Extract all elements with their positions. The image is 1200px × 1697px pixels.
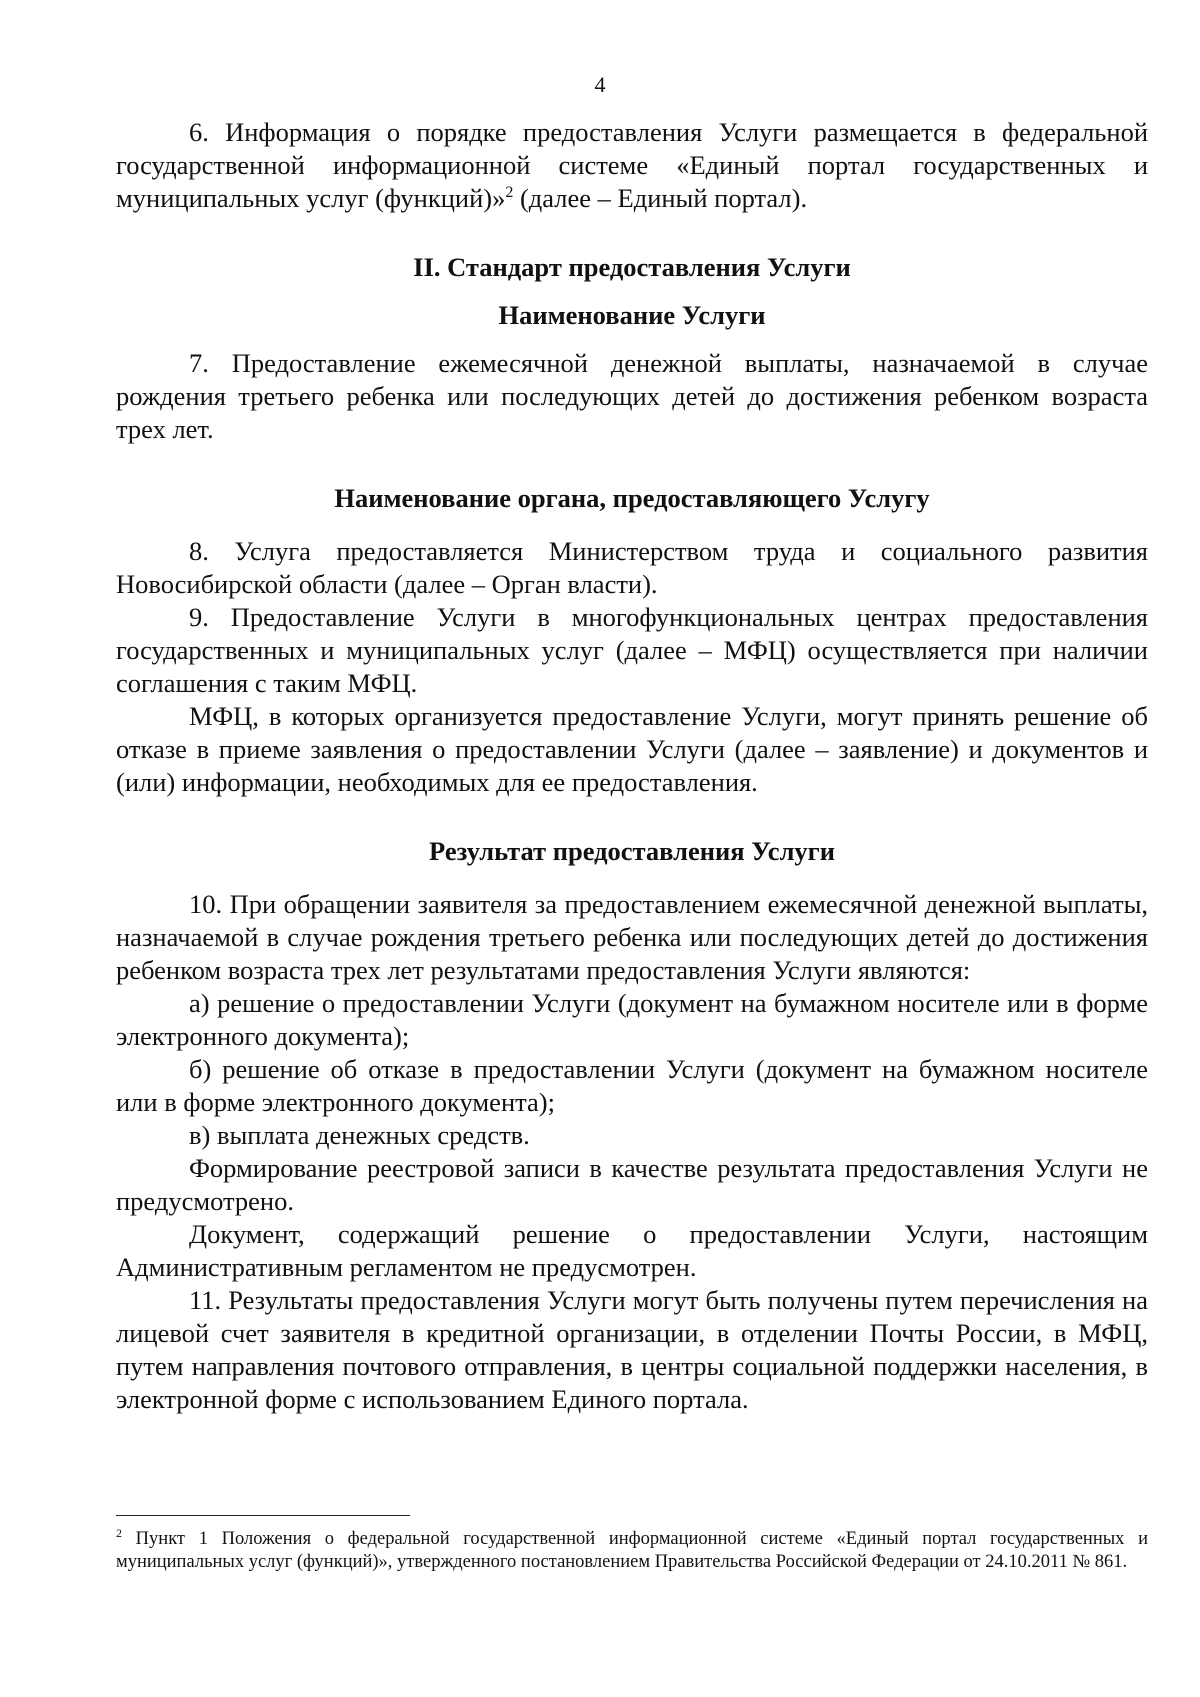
paragraph-7: 7. Предоставление ежемесячной денежной выплаты, назначаемой в случае рождения третьего ребенка или последующих детей до достижения ребенком возраста трех лет. xyxy=(116,348,1148,444)
paragraph-6-tail: (далее – Единый портал). xyxy=(513,183,808,213)
footnote xyxy=(116,1525,1148,1574)
footnote-divider xyxy=(116,1515,410,1516)
heading-result: Результат предоставления Услуги xyxy=(429,836,835,866)
paragraph-9: 9. Предоставление Услуги в многофункциональных центрах предоставления государственных и муниципальных услуг (далее – МФЦ) осуществляется при наличии соглашения с таким МФЦ. xyxy=(116,602,1148,698)
paragraph-10-document: Документ, содержащий решение о предоставлении Услуги, настоящим Административным регламентом не предусмотрен. xyxy=(116,1219,1148,1282)
document-body xyxy=(116,116,1148,1416)
paragraph-10-c: в) выплата денежных средств. xyxy=(189,1120,530,1150)
footnote-text: Пункт 1 Положения о федеральной государственной информационной системе «Единый портал государственных и муниципальных услуг (функций)», утвержденного постановлением Правительства Российской Федерации от 24.10.2011 № 861. xyxy=(116,1529,1148,1572)
paragraph-9-mfc: МФЦ, в которых организуется предоставление Услуги, могут принять решение об отказе в приеме заявления о предоставлении Услуги (далее – заявление) и документов и (или) информации, необходимых для ее предоставления. xyxy=(116,701,1148,797)
heading-service-name: Наименование Услуги xyxy=(498,300,766,330)
paragraph-6-text: 6. Информация о порядке предоставления Услуги размещается в федеральной государственной информационной системе «Единый портал государственных и муниципальных услуг (функций)» xyxy=(116,117,1148,213)
paragraph-10-a: а) решение о предоставлении Услуги (документ на бумажном носителе или в форме электронного документа); xyxy=(116,988,1148,1051)
paragraph-6 xyxy=(116,116,1148,215)
heading-organ-name: Наименование органа, предоставляющего Услугу xyxy=(334,483,930,513)
paragraph-11: 11. Результаты предоставления Услуги могут быть получены путем перечисления на лицевой счет заявителя в кредитной организации, в отделении Почты России, в МФЦ, путем направления почтового отправления, в центры социальной поддержки населения, в электронной форме с использованием Единого портала. xyxy=(116,1285,1148,1414)
paragraph-10: 10. При обращении заявителя за предоставлением ежемесячной денежной выплаты, назначаемой в случае рождения третьего ребенка или последующих детей до достижения ребенком возраста трех лет результатами предоставления Услуги являются: xyxy=(116,889,1148,985)
paragraph-10-registry: Формирование реестровой записи в качестве результата предоставления Услуги не предусмотрено. xyxy=(116,1153,1148,1216)
footnote-mark: 2 xyxy=(116,1525,122,1540)
page-number: 4 xyxy=(594,72,606,97)
paragraph-10-b: б) решение об отказе в предоставлении Услуги (документ на бумажном носителе или в форме электронного документа); xyxy=(116,1054,1148,1117)
section-title: II. Стандарт предоставления Услуги xyxy=(413,252,851,282)
footnote-reference: 2 xyxy=(505,184,514,202)
paragraph-8: 8. Услуга предоставляется Министерством труда и социального развития Новосибирской области (далее – Орган власти). xyxy=(116,536,1148,599)
